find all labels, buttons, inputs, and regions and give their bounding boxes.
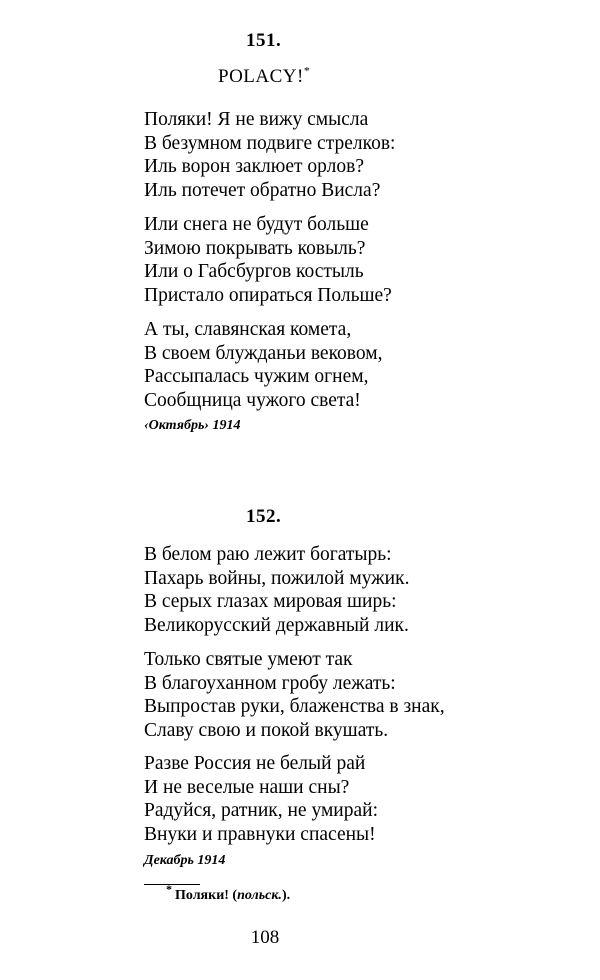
verse-line: Или о Габсбургов костыль bbox=[144, 261, 364, 282]
poem-151-footnote-mark: * bbox=[303, 63, 311, 78]
poem-151-title bbox=[218, 63, 311, 88]
verse-line: А ты, славянская комета, bbox=[144, 319, 352, 340]
verse-line: В благоуханном гробу лежать: bbox=[144, 672, 396, 694]
poem-151-date: ‹Октябрь› 1914 bbox=[144, 418, 241, 433]
poem-151-number: 151. bbox=[246, 30, 282, 51]
poem-152-number: 152. bbox=[246, 506, 282, 527]
verse-line: Выпростав руки, блаженства в знак, bbox=[144, 696, 445, 717]
verse-line: В серых глазах мировая ширь: bbox=[144, 591, 397, 612]
verse-line: Великорусский державный лик. bbox=[144, 614, 409, 636]
poem-151-title-text: POLACY! bbox=[218, 66, 304, 87]
verse-line: Иль потечет обратно Висла? bbox=[144, 179, 381, 201]
page-number: 108 bbox=[250, 927, 280, 948]
verse-line: И не веселые наши сны? bbox=[144, 776, 350, 798]
poem-152-stanza-1 bbox=[144, 543, 409, 637]
footnote-text: Поляки! ( bbox=[175, 888, 238, 903]
verse-line: В безумном подвиге стрелков: bbox=[144, 132, 396, 154]
verse-line: Пахарь войны, пожилой мужик. bbox=[144, 567, 410, 589]
poem-151-stanza-3 bbox=[144, 318, 382, 412]
poem-151-stanza-1 bbox=[144, 108, 395, 202]
verse-line: Радуйся, ратник, не умирай: bbox=[144, 800, 378, 821]
verse-line: Или снега не будут больше bbox=[144, 214, 369, 235]
footnote-mark: * bbox=[166, 882, 172, 897]
footnote bbox=[166, 882, 291, 904]
verse-line: В своем блужданьи вековом, bbox=[144, 342, 383, 364]
footnote-language: польск. bbox=[237, 888, 282, 903]
verse-line: Только святые умеют так bbox=[144, 649, 353, 670]
verse-line: Иль ворон заклюет орлов? bbox=[144, 156, 364, 177]
poem-151-stanza-2 bbox=[144, 213, 392, 307]
verse-line: В белом раю лежит богатырь: bbox=[144, 544, 392, 565]
poem-152-date: Декабрь 1914 bbox=[144, 853, 226, 868]
footnote-rule bbox=[144, 884, 200, 885]
verse-line: Пристало опираться Польше? bbox=[144, 284, 392, 306]
verse-line: Рассыпалась чужим огнем, bbox=[144, 366, 369, 387]
verse-line: Разве Россия не белый рай bbox=[144, 753, 366, 774]
verse-line: Зимою покрывать ковыль? bbox=[144, 237, 366, 259]
poem-152-stanza-3 bbox=[144, 752, 378, 846]
footnote-close: ). bbox=[281, 888, 291, 903]
poem-152-stanza-2 bbox=[144, 648, 445, 742]
verse-line: Славу свою и покой вкушать. bbox=[144, 719, 389, 741]
verse-line: Поляки! Я не вижу смысла bbox=[144, 109, 369, 130]
verse-line: Сообщница чужого света! bbox=[144, 389, 361, 411]
verse-line: Внуки и правнуки спасены! bbox=[144, 823, 376, 845]
